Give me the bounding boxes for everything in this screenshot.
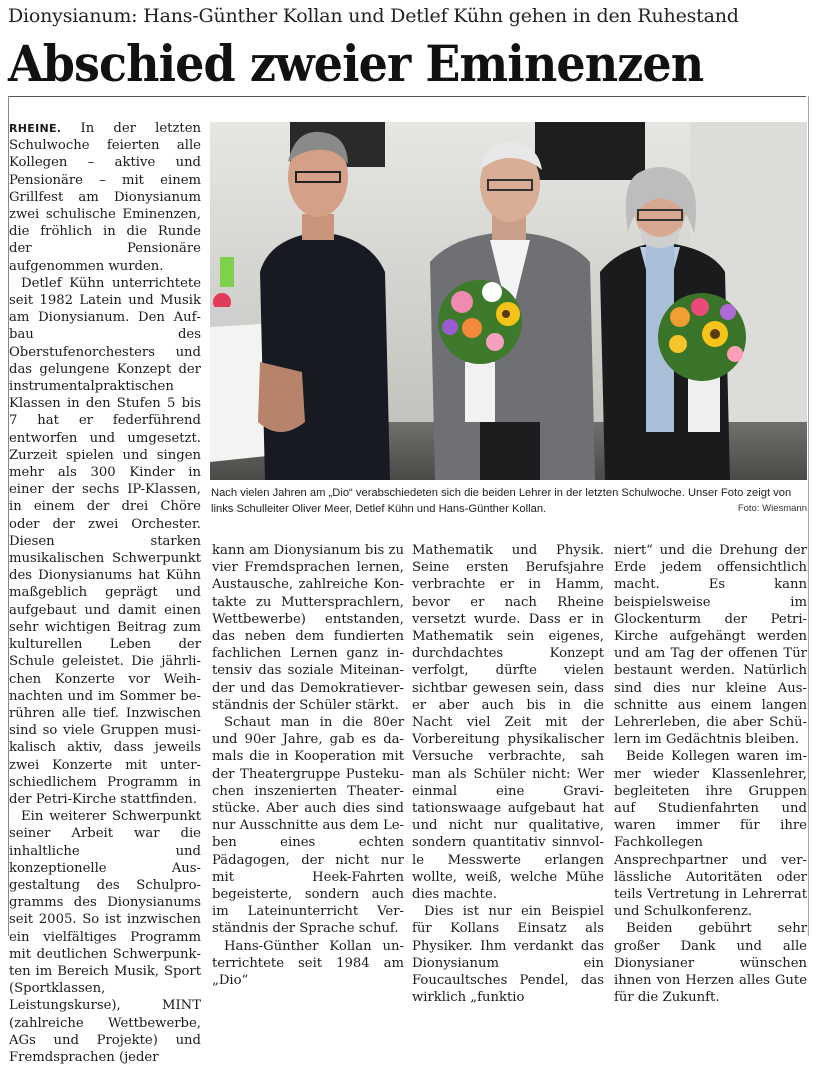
kicker: Dionysianum: Hans-Günther Kollan und Detlef Kühn gehen in den Ruhestand xyxy=(8,5,739,27)
paragraph: Detlef Kühn unterrichtete seit 1982 Latein und Musik am Dionysianum. Den Aufbau des Oberstufenorchesters und das gelungene Konzept der instrumentalpraktischen Klassen in den Stufen 5 bis 7 hat er federführend entworfen und umgesetzt. Zurzeit spielen und singen mehr als 300 Kinder in einer der sechs IP-Klassen, in einem der drei Chöre oder der zwei Orchester. Diesen starken musikalischen Schwerpunkt des Dionysianums hat Kühn maßgeblich geprägt und aufgebaut und damit einen sehr wichtigen Beitrag zum kulturellen Leben der Schule geleistet. Die jährlichen Konzerte vor Weihnachten und im Sommer berühren alle tief. Inzwischen sind so viele Gruppen musikalisch aktiv, dass jeweils zwei Konzerte mit unterschiedlichem Programm in der Petri-Kirche stattfinden. xyxy=(9,275,201,807)
paragraph: Hans-Günther Kollan unterrichtete seit 1984 am „Dio“ xyxy=(212,938,404,989)
paragraph: Ein weiterer Schwerpunkt seiner Arbeit war die inhaltliche und konzeptionelle Ausgestaltung des Schulprogramms des Dionysianums seit 2005. So ist inzwischen ein vielfältiges Programm mit deutlichen Schwerpunkten im Bereich Musik, Sport (Sportklassen, Leistungskurse), MINT (zahlreiche Wettbewerbe, AGs und Projekte) und Fremdsprachen (jeder xyxy=(9,809,201,1065)
column-1 xyxy=(9,120,201,1065)
paragraph: Mathematik und Physik. Seine ersten Berufsjahre verbrachte er in Hamm, bevor er nach Rheine versetzt wurde. Dass er in Mathematik sein eigenes, durchdachtes Konzept verfolgt, dürfte vielen sichtbar gewesen sein, dass er aber auch bis in die Nacht viel Zeit mit der Vorbereitung physikalischer Versuche verbrachte, sah man als Schüler nicht: Wer einmal eine Gravitationswaage aufgebaut hat und nicht nur qualitative, sondern quantitativ sinnvolle Messwerte erlangen wollte, weiß, welche Mühe dies machte. xyxy=(412,543,604,903)
paragraph: Beide Kollegen waren immer wieder Klassenlehrer, begleiteten ihre Gruppen auf Studienfahrten und waren immer für ihre Fachkollegen Ansprechpartner und verlässliche Autoritäten oder teils Vertretung in Lehrerrat und Schulkonferenz. xyxy=(614,749,807,920)
paragraph xyxy=(9,120,201,275)
column-3 xyxy=(412,542,604,1006)
column-4 xyxy=(614,542,807,1006)
column-2 xyxy=(212,542,404,989)
paragraph: kann am Dionysianum bis zu vier Fremdsprachen lernen, Austausche, zahlreiche Kontakte zu Muttersprachlern, Wettbewerbe) entstanden, das neben dem fundierten fachlichen Lernen ganz intensiv das soziale Miteinander und das Demokratieverständnis der Schüler stärkt. xyxy=(212,543,404,713)
caption-text: Nach vielen Jahren am „Dio“ verabschiedeten sich die beiden Lehrer in der letzten Schulwoche. Unser Foto zeigt von links Schulleiter Oliver Meer, Detlef Kühn und Hans-Günther Kollan. xyxy=(211,487,792,515)
dateline: RHEINE. xyxy=(9,122,62,135)
headline: Abschied zweier Eminenzen xyxy=(8,34,704,93)
paragraph: Beiden gebührt sehr großer Dank und alle Dionysianer wünschen ihnen von Herzen alles Gute für die Zukunft. xyxy=(614,921,807,1006)
paragraph-text: In der letzten Schulwoche feierten alle Kollegen – aktive und Pensionäre – mit einem Grillfest am Dionysianum zwei schulische Eminenzen, die fröhlich in die Runde der Pensionäre aufgenommen wurden. xyxy=(9,121,201,274)
photo-illustration xyxy=(210,122,807,480)
paragraph: Dies ist nur ein Beispiel für Kollans Einsatz als Physiker. Ihm verdankt das Dionysianum ein Foucaultsches Pendel, das wirklich „funktio xyxy=(412,904,604,1006)
photo-caption xyxy=(211,485,807,517)
right-rule xyxy=(808,96,809,936)
article-photo xyxy=(210,122,807,480)
photo-credit: Foto: Wiesmann xyxy=(737,503,807,514)
top-rule xyxy=(8,96,806,97)
paragraph: Schaut man in die 80er und 90er Jahre, gab es damals die in Kooperation mit der Theatergruppe Pustekuchen inszenierten Theaterstücke. Aber auch dies sind nur Ausschnitte aus dem Leben eines echten Pädagogen, der nicht nur mit Heek-Fahrten begeisterte, sondern auch im Lateinunterricht Verständnis der Sprache schuf. xyxy=(212,715,404,937)
paragraph: niert“ und die Drehung der Erde jedem offensichtlich macht. Es kann beispielsweise im Glockenturm der Petri-Kirche aufgehängt werden und am Tag der offenen Tür bestaunt werden. Natürlich sind dies nur kleine Ausschnitte aus einem langen Lehrerleben, die aber Schülern im Gedächtnis bleiben. xyxy=(614,543,807,748)
